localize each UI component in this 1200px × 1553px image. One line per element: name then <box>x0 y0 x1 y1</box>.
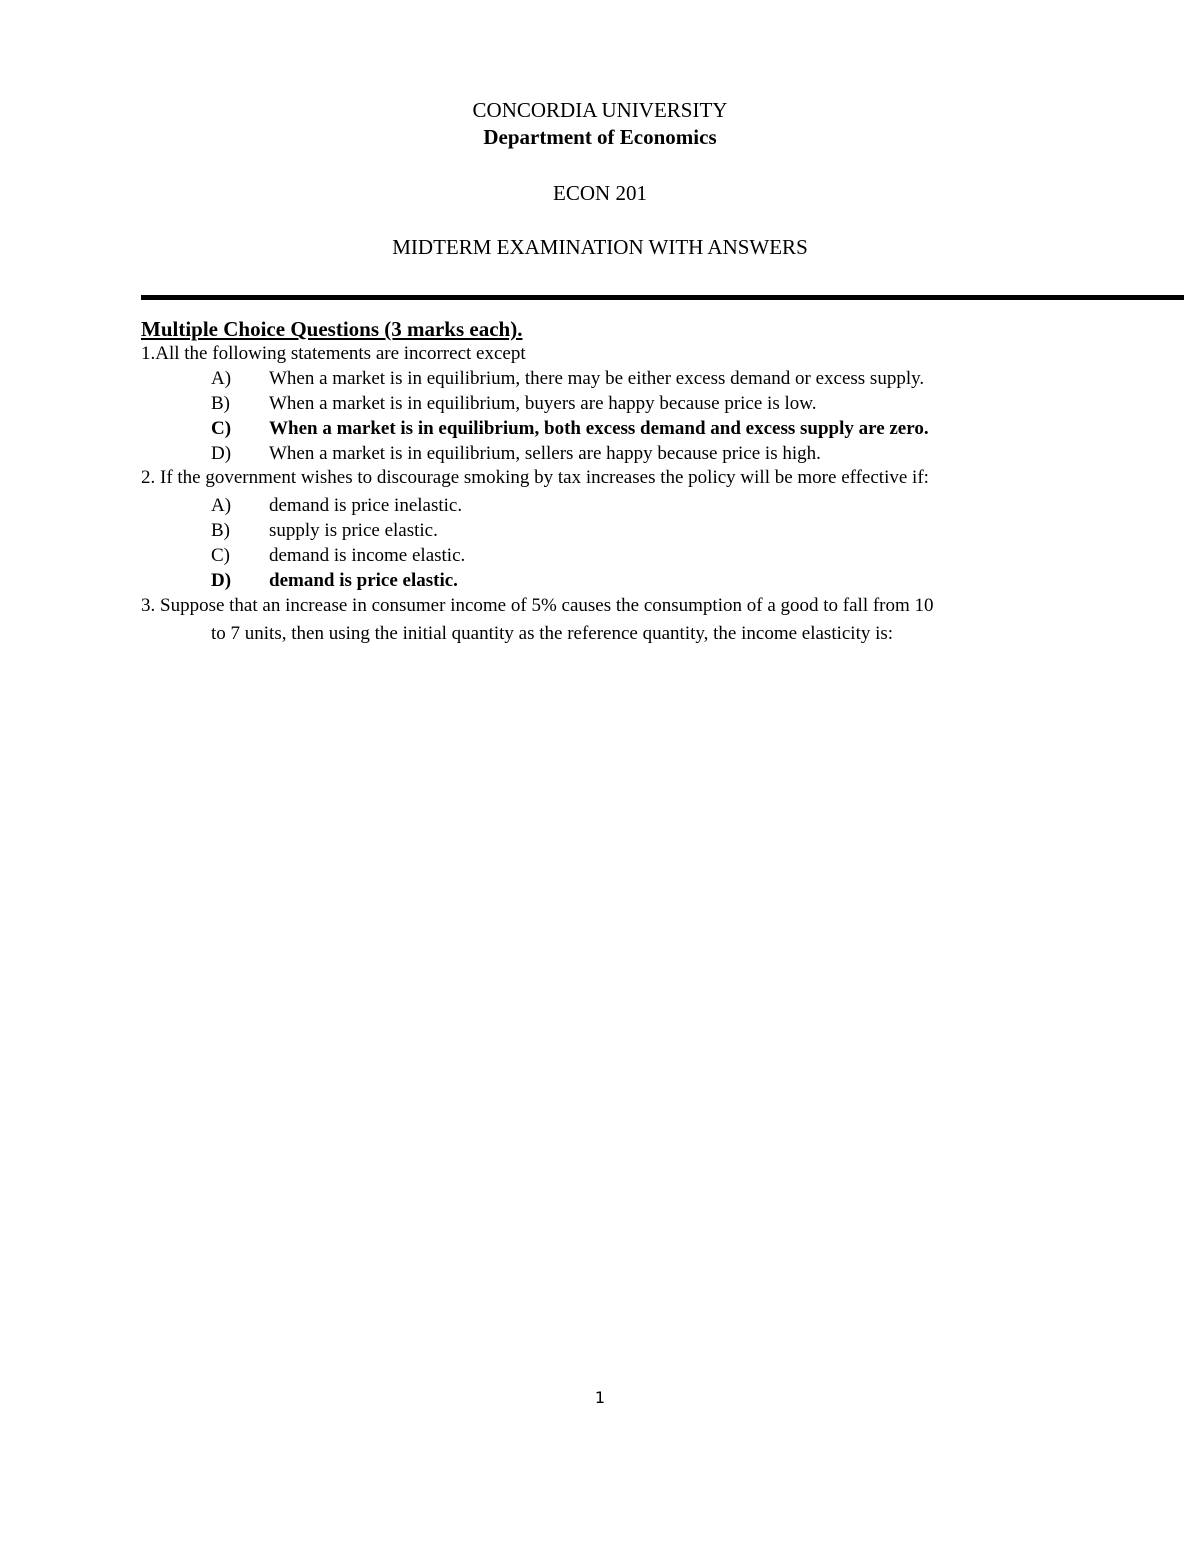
section-title: Multiple Choice Questions (3 marks each). <box>141 317 523 341</box>
question-2-option-a-text: demand is price inelastic. <box>269 495 463 516</box>
question-1-option-a-letter: A) <box>211 368 232 389</box>
question-2-option-b-letter: B) <box>211 520 230 541</box>
question-1-option-d-letter: D) <box>211 443 232 464</box>
question-2-option-d-letter-answer: D) <box>211 570 232 591</box>
university-name: CONCORDIA UNIVERSITY <box>472 98 728 122</box>
question-1-option-b-letter: B) <box>211 393 230 414</box>
exam-title: MIDTERM EXAMINATION WITH ANSWERS <box>392 235 808 259</box>
question-1-option-c-letter-answer: C) <box>211 418 232 439</box>
question-2-option-c-letter: C) <box>211 545 230 566</box>
question-2-option-d-text-answer: demand is price elastic. <box>269 570 458 591</box>
question-2-option-c-text: demand is income elastic. <box>269 545 466 566</box>
question-1-option-b-text: When a market is in equilibrium, buyers are happy because price is low. <box>269 393 817 414</box>
question-2-option-a-letter: A) <box>211 495 232 516</box>
question-1-stem: 1.All the following statements are incorrect except <box>141 343 526 364</box>
question-3-stem: 3. Suppose that an increase in consumer income of 5% causes the consumption of a good to fall from 10 <box>141 595 934 616</box>
question-2-stem: 2. If the government wishes to discourage smoking by tax increases the policy will be more effective if: <box>141 467 929 488</box>
course-code: ECON 201 <box>553 181 647 205</box>
question-1-option-a-text: When a market is in equilibrium, there may be either excess demand or excess supply. <box>269 368 925 389</box>
question-3-stem-continued: to 7 units, then using the initial quantity as the reference quantity, the income elasticity is: <box>211 623 894 644</box>
department-name: Department of Economics <box>483 125 717 149</box>
page-number: 1 <box>594 1388 606 1407</box>
question-2-option-b-text: supply is price elastic. <box>269 520 438 541</box>
horizontal-divider <box>141 295 1184 300</box>
question-1-option-d-text: When a market is in equilibrium, sellers are happy because price is high. <box>269 443 821 464</box>
question-1-option-c-text-answer: When a market is in equilibrium, both excess demand and excess supply are zero. <box>269 418 929 439</box>
